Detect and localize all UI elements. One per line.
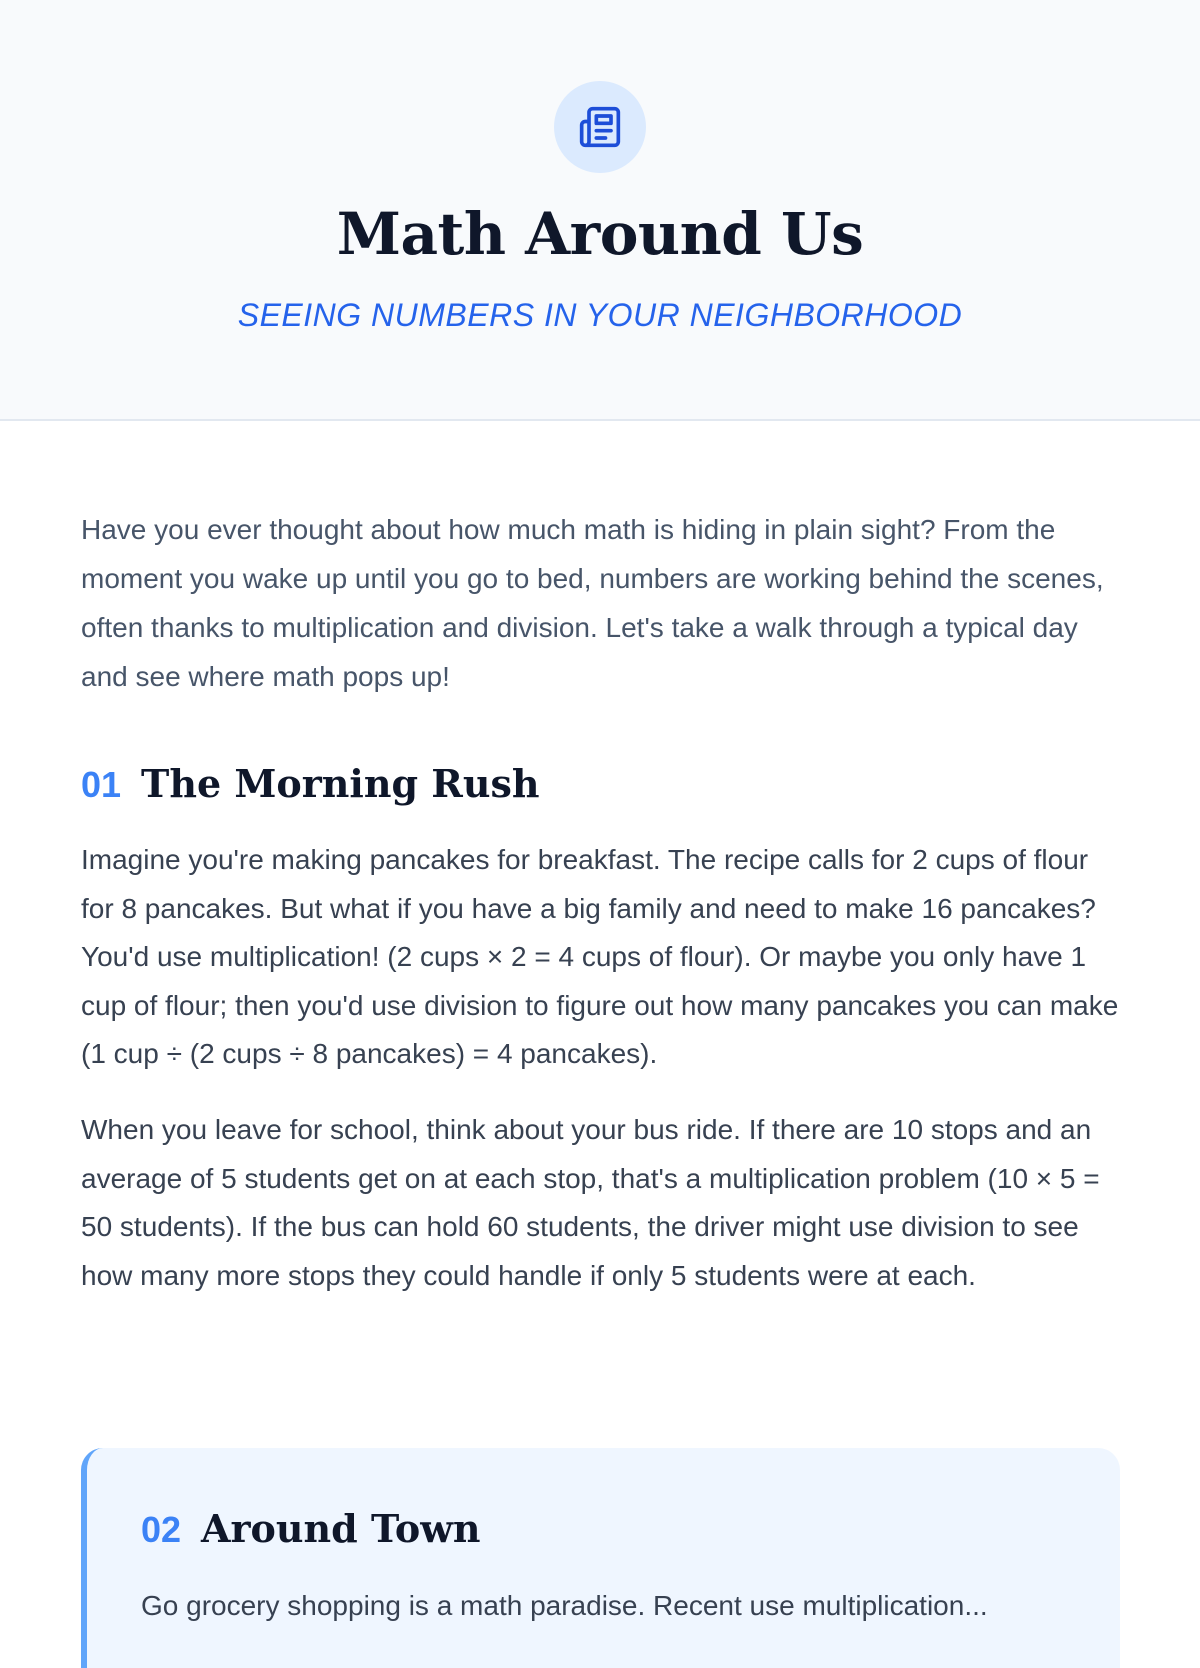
newspaper-icon [554,81,646,173]
page-title: Math Around Us [336,200,864,268]
section-title: The Morning Rush [141,761,540,806]
section-heading [81,761,1121,813]
section-paragraph: Go grocery shopping is a math paradise. Recent use multiplication... [141,1590,988,1621]
section-number: 02 [141,1509,182,1550]
section-morning-rush [81,761,1121,1300]
section-heading [141,1506,481,1558]
section-paragraph: When you leave for school, think about your bus ride. If there are 10 stops and an average of 5 students get on at each stop, that's a multiplication problem (10 × 5 = 50 students). If the bus can hold 60 students, the driver might use division to see how many more stops they could handle if only 5 students were at each. [81,1113,1100,1291]
page-header [0,0,1200,421]
article-body [81,505,1121,1300]
section-around-town-card [81,1448,1120,1668]
page-subtitle: SEEING NUMBERS IN YOUR NEIGHBORHOOD [237,297,963,333]
intro-paragraph: Have you ever thought about how much math is hiding in plain sight? From the moment you wake up until you go to bed, numbers are working behind the scenes, often thanks to multiplication and division. Let's take a walk through a typical day and see where math pops up! [81,514,1104,692]
section-number: 01 [81,764,122,805]
section-paragraph: Imagine you're making pancakes for breakfast. The recipe calls for 2 cups of flour for 8 pancakes. But what if you have a big family and need to make 16 pancakes? You'd use multiplication! (2 cups × 2 = 4 cups of flour). Or maybe you only have 1 cup of flour; then you'd use division to figure out how many pancakes you can make (1 cup ÷ (2 cups ÷ 8 pancakes) = 4 pancakes). [81,844,1119,1070]
section-title: Around Town [201,1506,481,1551]
